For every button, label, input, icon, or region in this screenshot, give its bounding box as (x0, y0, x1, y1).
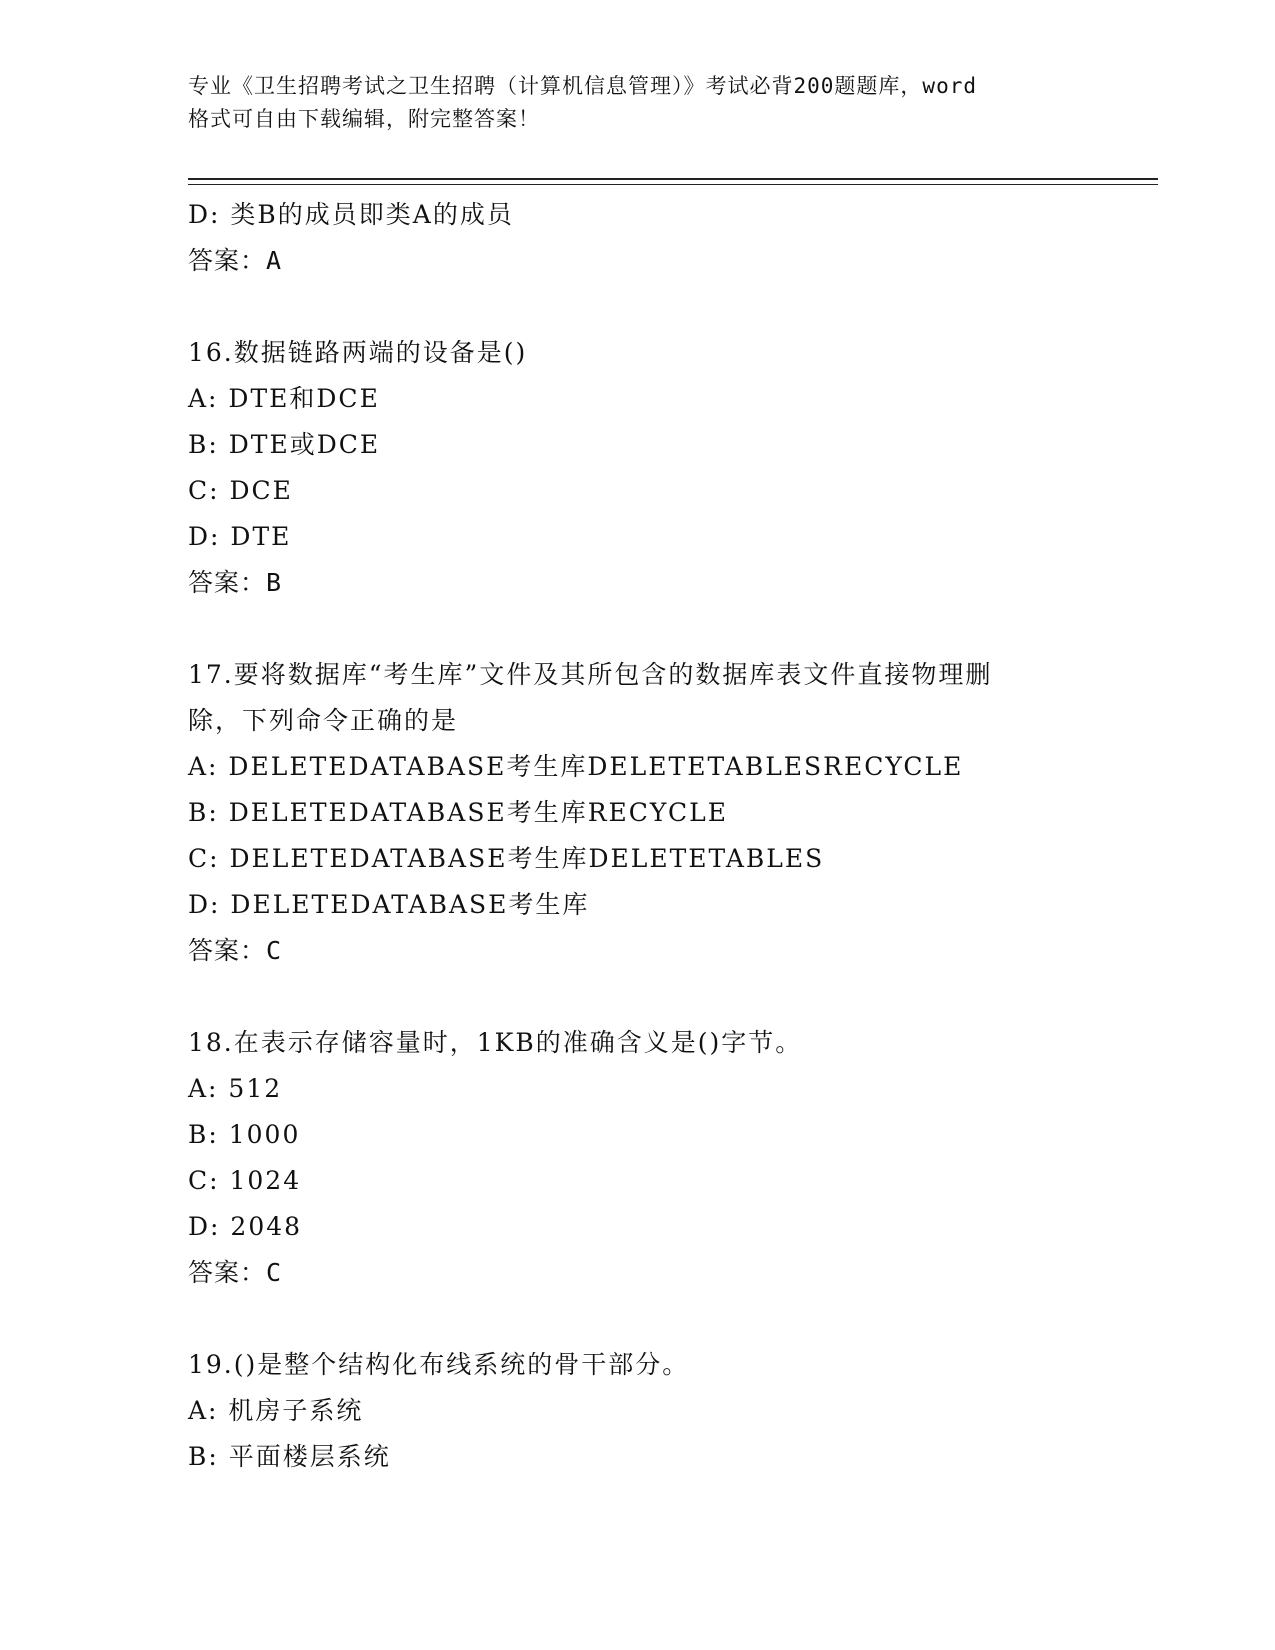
q17-option-c: C: DELETEDATABASE考生库DELETETABLES (188, 844, 825, 873)
q18-option-b: B: 1000 (188, 1120, 301, 1149)
q17-option-a: A: DELETEDATABASE考生库DELETETABLESRECYCLE (188, 752, 964, 781)
q17-option-d: D: DELETEDATABASE考生库 (188, 890, 590, 919)
page-header (188, 70, 1108, 136)
q15-answer: 答案：A (188, 246, 283, 275)
header-line-2: 格式可自由下载编辑，附完整答案！ (188, 107, 540, 131)
q16-option-a: A: DTE和DCE (188, 384, 380, 413)
header-line-1: 专业《卫生招聘考试之卫生招聘（计算机信息管理）》考试必背200题题库，word (188, 74, 977, 98)
header-divider (188, 178, 1158, 185)
q16-option-c: C: DCE (188, 476, 293, 505)
spacer (188, 1296, 1128, 1342)
q18-option-c: C: 1024 (188, 1166, 302, 1195)
q19-question: 19.()是整个结构化布线系统的骨干部分。 (188, 1350, 690, 1379)
q18-option-d: D: 2048 (188, 1212, 303, 1241)
q15-option-d: D: 类B的成员即类A的成员 (188, 200, 514, 229)
q18-question: 18.在表示存储容量时，1KB的准确含义是()字节。 (188, 1028, 803, 1057)
q19-option-b: B: 平面楼层系统 (188, 1442, 391, 1471)
q16-question: 16.数据链路两端的设备是() (188, 338, 528, 367)
q19-option-a: A: 机房子系统 (188, 1396, 364, 1425)
q16-answer: 答案：B (188, 568, 283, 597)
spacer (188, 606, 1128, 652)
q16-option-b: B: DTE或DCE (188, 430, 381, 459)
q17-answer: 答案：C (188, 936, 283, 965)
q18-answer: 答案：C (188, 1258, 283, 1287)
question-list (188, 192, 1128, 1480)
q17-question-line-1: 17.要将数据库“考生库”文件及其所包含的数据库表文件直接物理删 (188, 660, 993, 689)
spacer (188, 974, 1128, 1020)
q18-option-a: A: 512 (188, 1074, 283, 1103)
q16-option-d: D: DTE (188, 522, 292, 551)
q17-question-line-2: 除，下列命令正确的是 (188, 706, 459, 735)
q17-option-b: B: DELETEDATABASE考生库RECYCLE (188, 798, 728, 827)
spacer (188, 284, 1128, 330)
